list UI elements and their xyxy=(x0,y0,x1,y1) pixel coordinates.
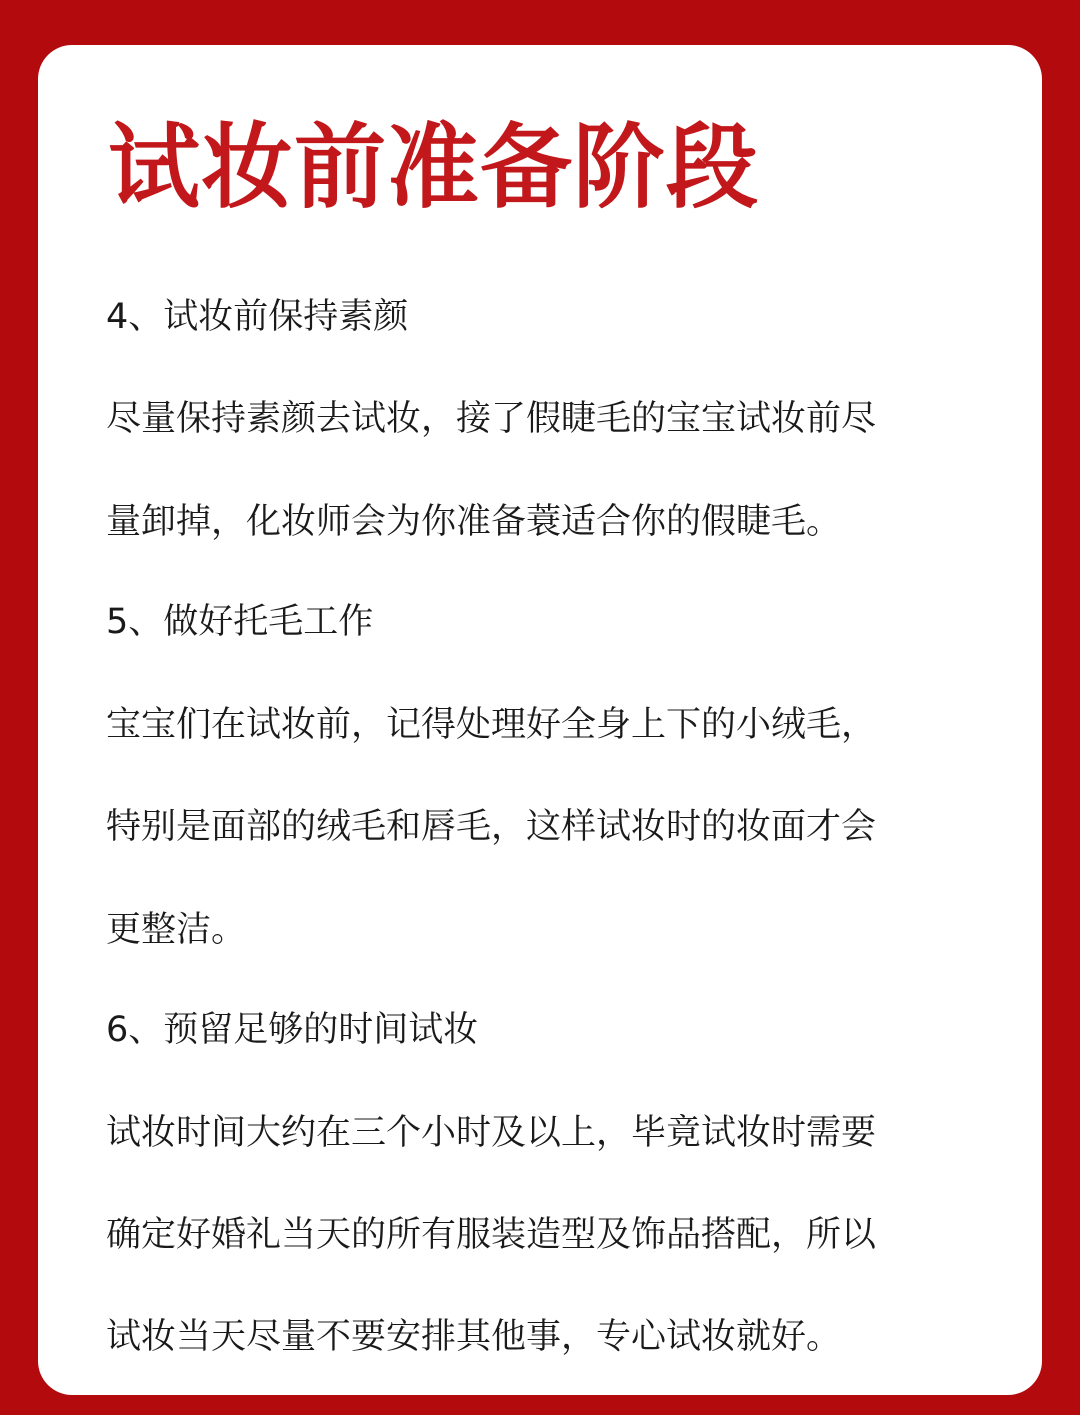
section-6-line-1: 试妆时间大约在三个小时及以上，毕竟试妆时需要 xyxy=(106,1113,877,1153)
section-4-line-1: 尽量保持素颜去试妆，接了假睫毛的宝宝试妆前尽 xyxy=(106,399,877,439)
section-heading-5: 5、做好托毛工作 xyxy=(106,602,374,642)
section-5-line-2: 特别是面部的绒毛和唇毛，这样试妆时的妆面才会 xyxy=(106,807,877,847)
content-card xyxy=(38,45,1042,1395)
section-heading-6: 6、预留足够的时间试妆 xyxy=(106,1010,479,1050)
section-5-line-3: 更整洁。 xyxy=(106,910,247,950)
section-heading-4: 4、试妆前保持素颜 xyxy=(106,297,409,337)
section-6-line-2: 确定好婚礼当天的所有服装造型及饰品搭配，所以 xyxy=(106,1215,877,1255)
section-4-line-2: 量卸掉，化妆师会为你准备蓑适合你的假睫毛。 xyxy=(106,502,842,542)
section-6-line-3: 试妆当天尽量不要安排其他事，专心试妆就好。 xyxy=(106,1317,842,1357)
section-5-line-1: 宝宝们在试妆前，记得处理好全身上下的小绒毛， xyxy=(106,705,877,745)
page-title: 试妆前准备阶段 xyxy=(108,114,760,221)
